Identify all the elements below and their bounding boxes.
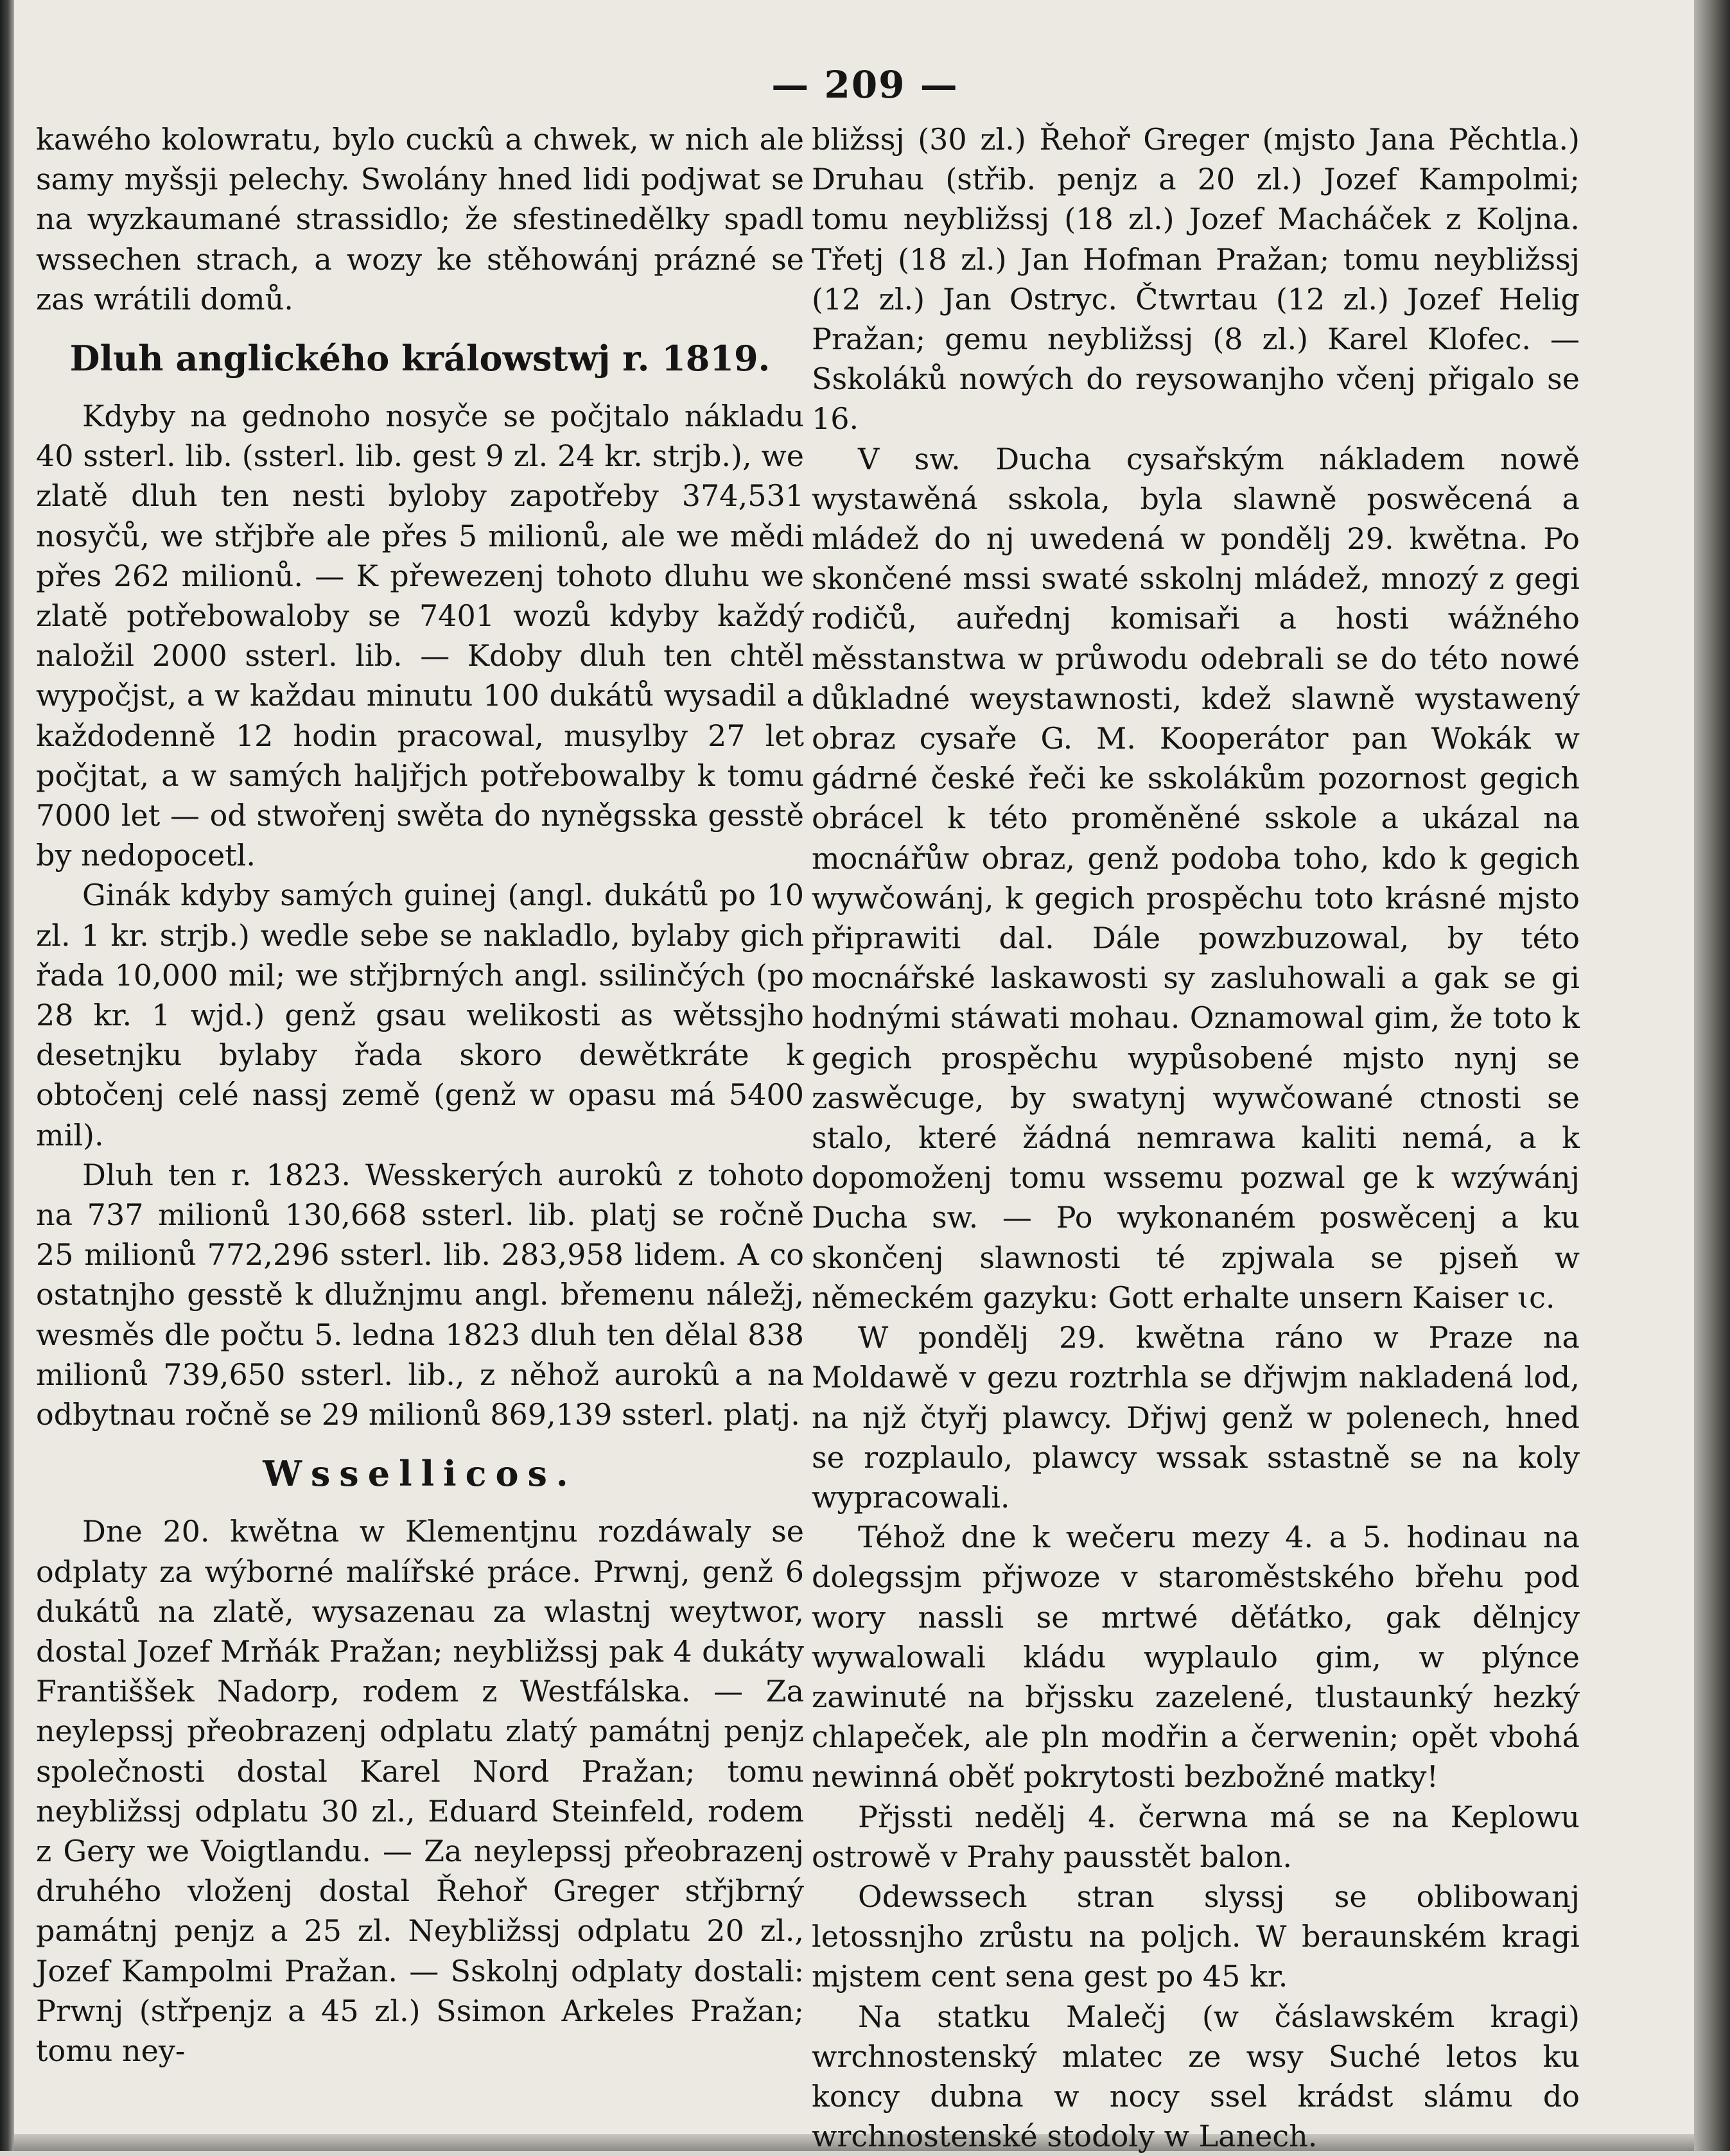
paragraph-guineas: Ginák kdyby samých guinej (angl. dukátů po 10 zl. 1 kr. strjb.) wedle sebe se nakladlo, bylaby gich řada 10,000 mil; we střjbrných angl. ssilinčých (po 28 kr. 1 wjd.) genž gsau welikosti as wětssjho desetnjku bylaby řada skoro dewětkráte k obtočenj celé nassj země (genž w opasu má 5400 mil). xyxy=(36,878,804,1152)
paragraph-harvest: Odewssech stran slyssj se oblibowanj letossnjho zrůstu na poljch. W beraunském kragi mjstem cent sena gest po 45 kr. xyxy=(812,1879,1580,1994)
heading-miscellany: Wssellicos. xyxy=(263,1453,577,1495)
paragraph-school-consecration: V sw. Ducha cysařským nákladem nowě wystawěná sskola, byla slawně poswěcená a mládež do nj uwedená w pondělj 29. kwětna. Po skončené mssi swaté sskolnj mládež, mnozý z gegi rodičů, auřednj komisaři a hosti wážného měsstanstwa w průwodu odebrali se do této nowé důkladné weystawnosti, kdež slawně wystawený obraz cysaře G. M. Kooperátor pan Wokák w gádrné české řeči ke sskolákům pozornost gegich obrácel k této proměněné sskole a ukázal na mocnářůw obraz, genž podoba toho, kdo k gegich wywčowánj, k gegich prospěchu toto krásné mjsto připrawiti dal. Dále powzbuzowal, by této mocnářské laskawosti sy zasluhowali a gak se gi hodnými stáwati mohau. Oznamowal gim, že toto k gegich prospěchu wypůsobené mjsto nynj se zaswěcuge, by swatynj wywčowané ctnosti se stalo, které žádná nemrawa kaliti nemá, a k dopomoženj tomu wssemu pozwal ge k wzýwánj Ducha sw. — Po wykonaném poswěcenj a ku skončenj slawnosti té zpjwala se pjseň w německém gazyku: Gott erhalte unsern Kaiser ɩc. xyxy=(812,441,1580,1315)
page-number: — 209 — xyxy=(771,63,959,107)
paragraph-debt-interest: Dluh ten r. 1823. Wesskerých aurokû z tohoto na 737 milionů 130,668 ssterl. lib. platj se ročně 25 milionů 772,296 ssterl. lib. 283,958 lidem. A co ostatnjho gesstě k dlužnjmu angl. břemenu náležj, wesměs dle počtu 5. ledna 1823 dluh ten dělal 838 milionů 739,650 ssterl. lib., z něhož aurokû a na odbytnau ročně se 29 milionů 869,139 ssterl. platj. xyxy=(36,1157,804,1432)
paragraph-found-infant: Téhož dne k wečeru mezy 4. a 5. hodinau na dolegssjm přjwoze v staroměstského břehu pod wory nassli se mrtwé děťátko, gak dělnjcy wywalowali kládu wyplaulo gim, w plýnce zawinuté na břjssku zazelené, tlustaunký hezký chlapeček, ale pln modřin a čerwenin; opět vbohá newinná oběť pokrytosti bezbožné matky! xyxy=(812,1520,1580,1795)
paragraph-painting-awards: Dne 20. kwětna w Klementjnu rozdáwaly se odplaty za wýborné malířské práce. Prwnj, genž 6 dukátů na zlatě, wysazenau za wlastnj weytwor, dostal Jozef Mrňák Pražan; neybližssj pak 4 dukáty Františšek Nadorp, rodem z Westfálska. — Za neylepssj přeobrazenj odplatu zlatý památnj penjz společnosti dostal Karel Nord Pražan; tomu neybližssj odplatu 30 zl., Eduard Steinfeld, rodem z Gery we Voigtlandu. — Za neylepssj přeobrazenj druhého vloženj dostal Řehoř Greger střjbrný památnj penjz a 25 zl. Neybližssj odplatu 20 zl., Jozef Kampolmi Pražan. — Sskolnj odplaty dostali: Prwnj (střpenjz a 45 zl.) Ssimon Arkeles Pražan; tomu ney- xyxy=(36,1514,804,2068)
page-left-edge xyxy=(0,0,14,2151)
paragraph-thief: Na statku Malečj (w čáslawském kragi) wrchnostenský mlatec ze wsy Suché letos ku koncy dubna w nocy ssel krádst slámu do wrchnostenské stodoly w Lanech. xyxy=(812,1999,1580,2154)
paragraph-debt-porters: Kdyby na gednoho nosyče se počjtalo nákladu 40 ssterl. lib. (ssterl. lib. gest 9 zl. 24 kr. strjb.), we zlatě dluh ten nesti byloby zapotřeby 374,531 nosyčů, we střjbře ale přes 5 milionů, ale we mědi přes 262 milionů. — K přewezenj tohoto dluhu we zlatě potřebowaloby se 7401 wozů kdyby každý naložil 2000 ssterl. lib. — Kdoby dluh ten chtěl wypočjst, a w každau minutu 100 dukátů wysadil a každodenně 12 hodin pracowal, musylby 27 let počjtat, a w samých haljřjch potřebowalby k tomu 7000 let — od stwořenj swěta do nyněgsska gesstě by nedopocetl. xyxy=(36,399,804,873)
page-right-edge xyxy=(1694,0,1730,2151)
paragraph-awards-continued: bližssj (30 zl.) Řehoř Greger (mjsto Jana Pěchtla.) Druhau (střib. penjz a 20 zl.) Jozef Kampolmi; tomu neybližssj (18 zl.) Jozef Macháček z Koljna. Třetj (18 zl.) Jan Hofman Pražan; tomu neybližssj (12 zl.) Jan Ostryc. Čtwrtau (12 zl.) Jozef Helig Pražan; gemu neybližssj (8 zl.) Karel Klofec. — Sskoláků nowých do reysowanjho včenj přigalo se 16. xyxy=(812,122,1580,437)
right-column xyxy=(812,119,1580,2156)
heading-english-debt: Dluh anglického králowstwj r. 1819. xyxy=(69,338,771,379)
paragraph-boat-accident: W pondělj 29. kwětna ráno w Praze na Moldawě v gezu roztrhla se dřjwjm nakladená lod, na njž čtyřj plawcy. Dřjwj genž w polenech, hned se rozplaulo, plawcy wssak sstastně se na koly wypracowali. xyxy=(812,1320,1580,1515)
paragraph-continuation: kawého kolowratu, bylo cuckû a chwek, w nich ale samy myšsji pelechy. Swolány hned lidi podjwat se na wyzkaumané strassidlo; že sfestinedělky spadl wssechen strach, a wozy ke stěhowánj prázné se zas wrátili domů. xyxy=(36,122,804,317)
left-column xyxy=(36,119,804,2071)
paragraph-balloon: Přjssti nedělj 4. čerwna má se na Keplowu ostrowě v Prahy pausstět balon. xyxy=(812,1799,1580,1874)
